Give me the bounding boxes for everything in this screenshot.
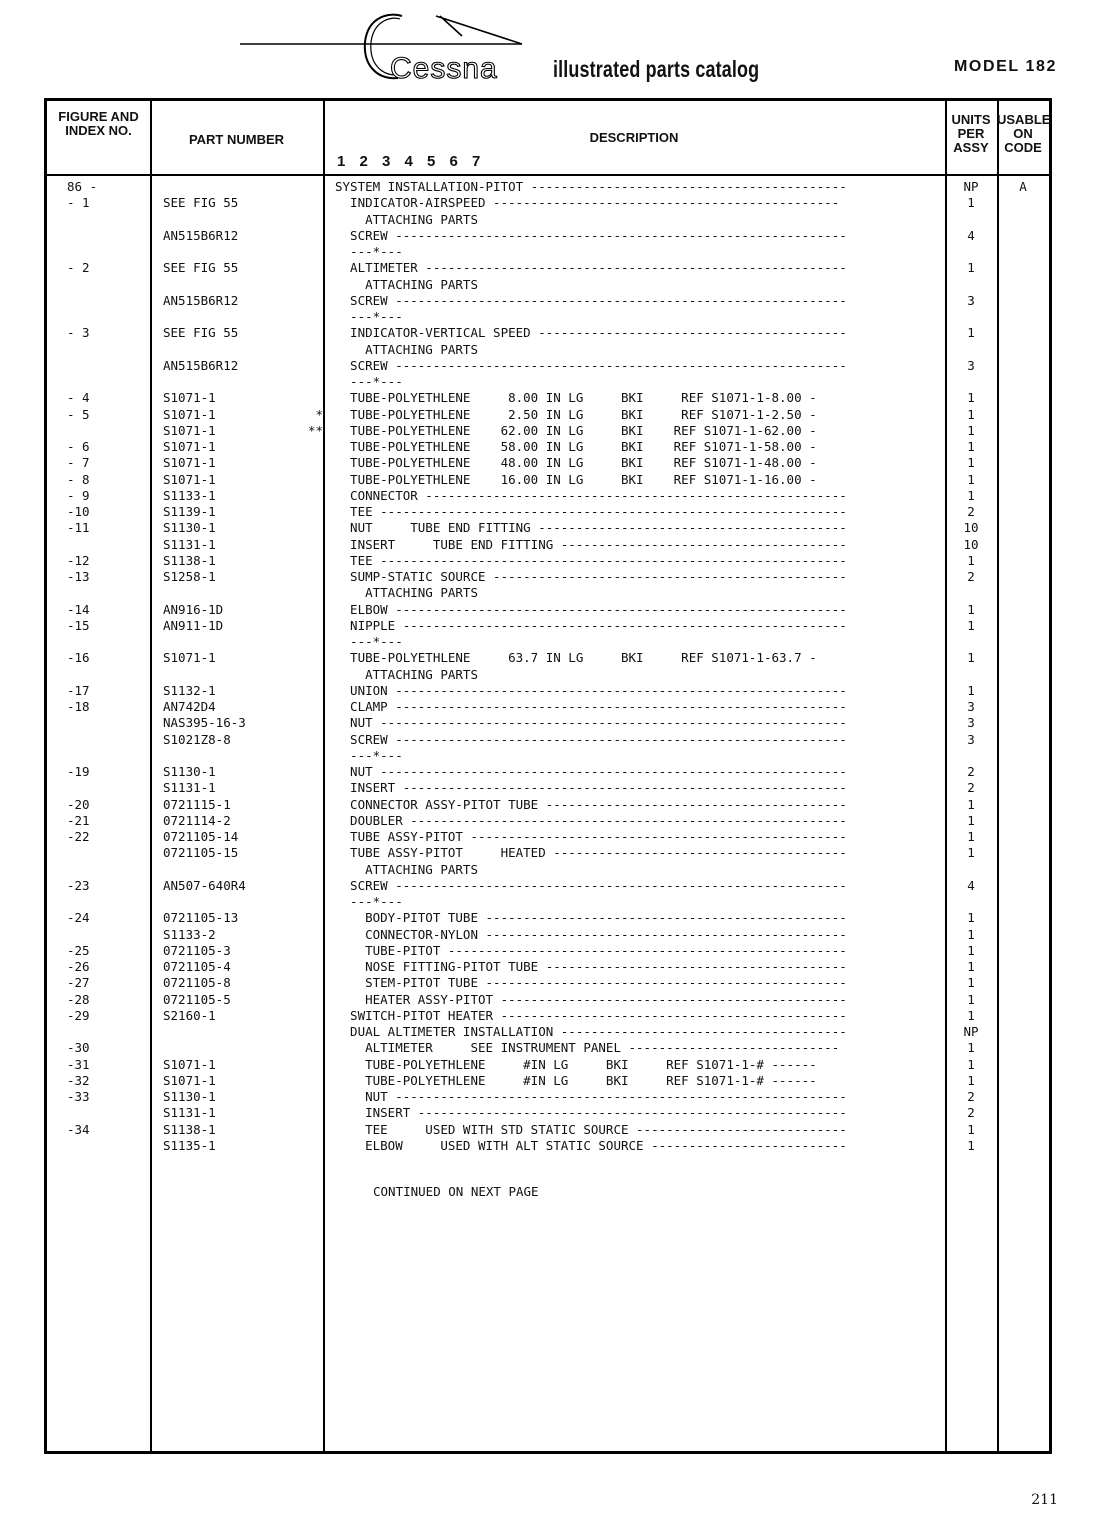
units-per-assy: 1	[967, 1056, 975, 1072]
part-number: 0721114-2	[163, 812, 231, 828]
units-per-assy: 1	[967, 975, 975, 991]
part-number: S1139-1	[163, 504, 216, 519]
part-number: AN515B6R12	[163, 227, 239, 243]
figure-index: -32	[67, 1072, 90, 1088]
part-number: SEE FIG 55	[163, 195, 239, 211]
units-per-assy: 1	[967, 195, 975, 211]
cessna-logo	[240, 6, 540, 90]
description: SUMP-STATIC SOURCE -----------------------------------------------	[335, 569, 847, 584]
description: SYSTEM INSTALLATION-PITOT ------------------------------------------	[335, 179, 847, 194]
figure-index: -18	[67, 699, 90, 714]
figure-index: 86 -	[67, 179, 98, 194]
description: NUT ------------------------------------------------------------	[335, 1089, 847, 1104]
figure-index: -11	[67, 520, 90, 536]
description: ATTACHING PARTS	[335, 341, 478, 357]
units-per-assy: 4	[967, 877, 975, 893]
units-column-header: UNITS PER ASSY	[951, 112, 991, 155]
figure-index: -24	[67, 910, 90, 926]
description: TUBE-POLYETHLENE 58.00 IN LG BKI REF S1071-1-58.00 -	[335, 439, 817, 454]
part-number: 0721105-5	[163, 991, 231, 1007]
part-number: AN916-1D	[163, 601, 224, 617]
figure-index: -31	[67, 1056, 90, 1072]
description: TEE --------------------------------------------------------------	[335, 504, 847, 519]
figure-index: - 6	[67, 439, 90, 454]
figure-index: -17	[67, 682, 90, 698]
usable-column-header: USABLE ON CODE	[997, 112, 1051, 155]
indent-level-digits: 1 2 3 4 5 6 7	[337, 153, 486, 170]
description: UNION ------------------------------------------------------------	[335, 682, 847, 698]
description: ---*---	[335, 634, 403, 649]
description: CONNECTOR --------------------------------------------------------	[335, 487, 847, 503]
figure-index: - 5	[67, 406, 90, 422]
description: NIPPLE -----------------------------------------------------------	[335, 617, 847, 633]
asterisk-mark: *	[315, 406, 323, 422]
part-number: S1071-1	[163, 406, 216, 422]
description: CLAMP ------------------------------------------------------------	[335, 699, 847, 714]
description: TUBE-POLYETHLENE 63.7 IN LG BKI REF S1071-1-63.7 -	[335, 650, 817, 666]
part-number: S1071-1	[163, 439, 216, 454]
header-divider	[47, 174, 1049, 176]
units-per-assy: 1	[967, 439, 975, 454]
units-per-assy: 1	[967, 845, 975, 861]
part-number: AN515B6R12	[163, 357, 239, 373]
description: ALTIMETER --------------------------------------------------------	[335, 260, 847, 276]
part-number: NAS395-16-3	[163, 715, 246, 731]
asterisk-mark: **	[307, 422, 323, 438]
description: ---*---	[335, 747, 403, 763]
units-per-assy: 1	[967, 617, 975, 633]
units-per-assy: 2	[967, 1105, 975, 1121]
figure-index: - 4	[67, 390, 90, 406]
units-per-assy: 1	[967, 260, 975, 276]
units-per-assy: 1	[967, 552, 975, 568]
units-per-assy: 1	[967, 1007, 975, 1023]
description: TUBE-POLYETHLENE #IN LG BKI REF S1071-1-# ------	[335, 1072, 817, 1088]
figure-index: -20	[67, 796, 90, 812]
units-per-assy: 1	[967, 601, 975, 617]
part-number: 0721115-1	[163, 796, 231, 812]
figure-index: -30	[67, 1040, 90, 1056]
figure-index: -15	[67, 617, 90, 633]
description: ELBOW ------------------------------------------------------------	[335, 601, 847, 617]
figure-index: - 1	[67, 195, 90, 211]
units-per-assy: 1	[967, 926, 975, 942]
part-number: S1130-1	[163, 764, 216, 779]
figure-index: - 2	[67, 260, 90, 276]
units-per-assy: 1	[967, 959, 975, 974]
units-per-assy: 1	[967, 796, 975, 812]
figure-index: -23	[67, 877, 90, 893]
description: NUT --------------------------------------------------------------	[335, 715, 847, 731]
description: ELBOW USED WITH ALT STATIC SOURCE --------------------------	[335, 1137, 847, 1153]
figure-index: -14	[67, 601, 90, 617]
units-per-assy: 1	[967, 406, 975, 422]
description: SCREW ------------------------------------------------------------	[335, 877, 847, 893]
description: HEATER ASSY-PITOT ----------------------------------------------	[335, 991, 847, 1007]
model-label: MODEL 182	[953, 58, 1057, 75]
units-per-assy: 2	[967, 780, 975, 796]
description-column-header: DESCRIPTION	[589, 130, 679, 145]
figure-index: -21	[67, 812, 90, 828]
description: TUBE-POLYETHLENE 8.00 IN LG BKI REF S1071-1-8.00 -	[335, 390, 817, 406]
units-per-assy: 1	[967, 942, 975, 958]
figure-index: -26	[67, 959, 90, 974]
part-number: S1071-1	[163, 390, 216, 406]
part-number: S1132-1	[163, 682, 216, 698]
part-number: AN507-640R4	[163, 877, 246, 893]
description: SWITCH-PITOT HEATER ----------------------------------------------	[335, 1007, 847, 1023]
figure-index: -16	[67, 650, 90, 666]
units-per-assy: 1	[967, 390, 975, 406]
page-header	[0, 0, 1113, 100]
units-per-assy: 3	[967, 357, 975, 373]
description: TUBE-POLYETHLENE 16.00 IN LG BKI REF S1071-1-16.00 -	[335, 471, 817, 487]
part-number: 0721105-3	[163, 942, 231, 958]
units-per-assy: 1	[967, 829, 975, 844]
description: INSERT ---------------------------------------------------------	[335, 1105, 847, 1121]
units-per-assy: 1	[967, 471, 975, 487]
part-number: S1130-1	[163, 1089, 216, 1104]
part-number: S1135-1	[163, 1137, 216, 1153]
description: ALTIMETER SEE INSTRUMENT PANEL ----------------------------	[335, 1040, 840, 1056]
units-per-assy: 1	[967, 812, 975, 828]
part-number: S1258-1	[163, 569, 216, 584]
figure-index: -28	[67, 991, 90, 1007]
figure-index: -29	[67, 1007, 90, 1023]
units-per-assy: 2	[967, 504, 975, 519]
part-number: S1071-1	[163, 1072, 216, 1088]
figure-index: -12	[67, 552, 90, 568]
description: TUBE-POLYETHLENE 48.00 IN LG BKI REF S1071-1-48.00 -	[335, 455, 817, 471]
description: ---*---	[335, 309, 403, 324]
parts-table	[44, 98, 1052, 1454]
part-number: S1071-1	[163, 422, 216, 438]
part-number: 0721105-14	[163, 829, 239, 844]
part-number: 0721105-8	[163, 975, 231, 991]
description: TEE USED WITH STD STATIC SOURCE ----------------------------	[335, 1121, 847, 1137]
units-per-assy: 1	[967, 1137, 975, 1153]
description: CONNECTOR-NYLON ------------------------------------------------	[335, 926, 847, 942]
figure-index: -27	[67, 975, 90, 991]
page-number: 211	[1031, 1492, 1058, 1508]
units-per-assy: 1	[967, 487, 975, 503]
units-per-assy: 3	[967, 292, 975, 308]
part-number: SEE FIG 55	[163, 325, 239, 341]
description: TUBE ASSY-PITOT HEATED ---------------------------------------	[335, 845, 847, 861]
description: ---*---	[335, 374, 403, 389]
part-number: S2160-1	[163, 1007, 216, 1023]
column-divider	[323, 101, 325, 1451]
description: CONNECTOR ASSY-PITOT TUBE ----------------------------------------	[335, 796, 847, 812]
part-number: S1021Z8-8	[163, 731, 231, 747]
description: TEE --------------------------------------------------------------	[335, 552, 847, 568]
part-number: S1133-1	[163, 487, 216, 503]
part-number-column-header: PART NUMBER	[188, 132, 285, 147]
description: SCREW ------------------------------------------------------------	[335, 357, 847, 373]
part-number: S1131-1	[163, 536, 216, 552]
units-per-assy: 1	[967, 910, 975, 926]
figure-index: - 7	[67, 455, 90, 471]
description: NUT TUBE END FITTING -----------------------------------------	[335, 520, 847, 536]
description: INDICATOR-AIRSPEED ----------------------------------------------	[335, 195, 840, 211]
figure-column-header: FIGURE AND INDEX NO.	[58, 109, 139, 138]
continued-note: CONTINUED ON NEXT PAGE	[373, 1184, 539, 1199]
part-number: 0721105-15	[163, 845, 239, 861]
description: NOSE FITTING-PITOT TUBE ----------------------------------------	[335, 959, 847, 974]
part-number: S1071-1	[163, 650, 216, 666]
figure-index: -19	[67, 764, 90, 779]
units-per-assy: NP	[963, 1024, 979, 1039]
column-divider	[997, 101, 999, 1451]
units-per-assy: 3	[967, 715, 975, 731]
description: ATTACHING PARTS	[335, 276, 478, 292]
units-per-assy: 1	[967, 422, 975, 438]
description: TUBE ASSY-PITOT --------------------------------------------------	[335, 829, 847, 844]
units-per-assy: 2	[967, 1089, 975, 1104]
units-per-assy: 1	[967, 325, 975, 341]
description: TUBE-POLYETHLENE 62.00 IN LG BKI REF S1071-1-62.00 -	[335, 422, 817, 438]
description: TUBE-POLYETHLENE 2.50 IN LG BKI REF S1071-1-2.50 -	[335, 406, 817, 422]
description: SCREW ------------------------------------------------------------	[335, 731, 847, 747]
part-number: 0721105-13	[163, 910, 239, 926]
figure-index: - 9	[67, 487, 90, 503]
description: ---*---	[335, 894, 403, 909]
part-number: S1138-1	[163, 552, 216, 568]
units-per-assy: 1	[967, 682, 975, 698]
units-per-assy: 1	[967, 991, 975, 1007]
part-number: S1133-2	[163, 926, 216, 942]
part-number: S1071-1	[163, 455, 216, 471]
units-per-assy: 2	[967, 764, 975, 779]
units-per-assy: 10	[963, 536, 979, 552]
description: ATTACHING PARTS	[335, 666, 478, 682]
figure-index: -13	[67, 569, 90, 584]
units-per-assy: 1	[967, 650, 975, 666]
figure-index: -25	[67, 942, 90, 958]
description: DUAL ALTIMETER INSTALLATION --------------------------------------	[335, 1024, 847, 1039]
part-number: AN742D4	[163, 699, 216, 714]
figure-index: -33	[67, 1089, 90, 1104]
description: NUT --------------------------------------------------------------	[335, 764, 847, 779]
figure-index: -10	[67, 504, 90, 519]
units-per-assy: 10	[963, 520, 979, 536]
part-number: S1131-1	[163, 780, 216, 796]
units-per-assy: 4	[967, 227, 975, 243]
part-number: 0721105-4	[163, 959, 231, 974]
units-per-assy: NP	[963, 179, 979, 194]
description: BODY-PITOT TUBE ------------------------------------------------	[335, 910, 847, 926]
description: DOUBLER ----------------------------------------------------------	[335, 812, 847, 828]
svg-text:Cessna: Cessna	[390, 52, 498, 85]
column-divider	[150, 101, 152, 1451]
units-per-assy: 1	[967, 1072, 975, 1088]
part-number: AN911-1D	[163, 617, 224, 633]
part-number: S1071-1	[163, 1056, 216, 1072]
figure-index: -34	[67, 1121, 90, 1137]
figure-index: - 3	[67, 325, 90, 341]
units-per-assy: 1	[967, 1040, 975, 1056]
part-number: S1138-1	[163, 1121, 216, 1137]
part-number: AN515B6R12	[163, 292, 239, 308]
description: TUBE-PITOT -----------------------------------------------------	[335, 942, 847, 958]
description: INSERT TUBE END FITTING --------------------------------------	[335, 536, 847, 552]
description: ---*---	[335, 244, 403, 259]
part-number: S1130-1	[163, 520, 216, 536]
units-per-assy: 1	[967, 1121, 975, 1137]
description: TUBE-POLYETHLENE #IN LG BKI REF S1071-1-# ------	[335, 1056, 817, 1072]
part-number: SEE FIG 55	[163, 260, 239, 276]
part-number: S1131-1	[163, 1105, 216, 1121]
description: ATTACHING PARTS	[335, 585, 478, 601]
figure-index: - 8	[67, 471, 90, 487]
catalog-title: illustrated parts catalog	[553, 56, 760, 82]
units-per-assy: 3	[967, 699, 975, 714]
description: INDICATOR-VERTICAL SPEED -----------------------------------------	[335, 325, 847, 341]
units-per-assy: 1	[967, 455, 975, 471]
units-per-assy: 2	[967, 569, 975, 584]
description: STEM-PITOT TUBE ------------------------------------------------	[335, 975, 847, 991]
description: SCREW ------------------------------------------------------------	[335, 227, 847, 243]
usable-code: A	[1019, 179, 1027, 194]
description: SCREW ------------------------------------------------------------	[335, 292, 847, 308]
figure-index: -22	[67, 829, 90, 844]
part-number: S1071-1	[163, 471, 216, 487]
units-per-assy: 3	[967, 731, 975, 747]
description: ATTACHING PARTS	[335, 861, 478, 877]
description: INSERT -----------------------------------------------------------	[335, 780, 847, 796]
description: ATTACHING PARTS	[335, 211, 478, 227]
